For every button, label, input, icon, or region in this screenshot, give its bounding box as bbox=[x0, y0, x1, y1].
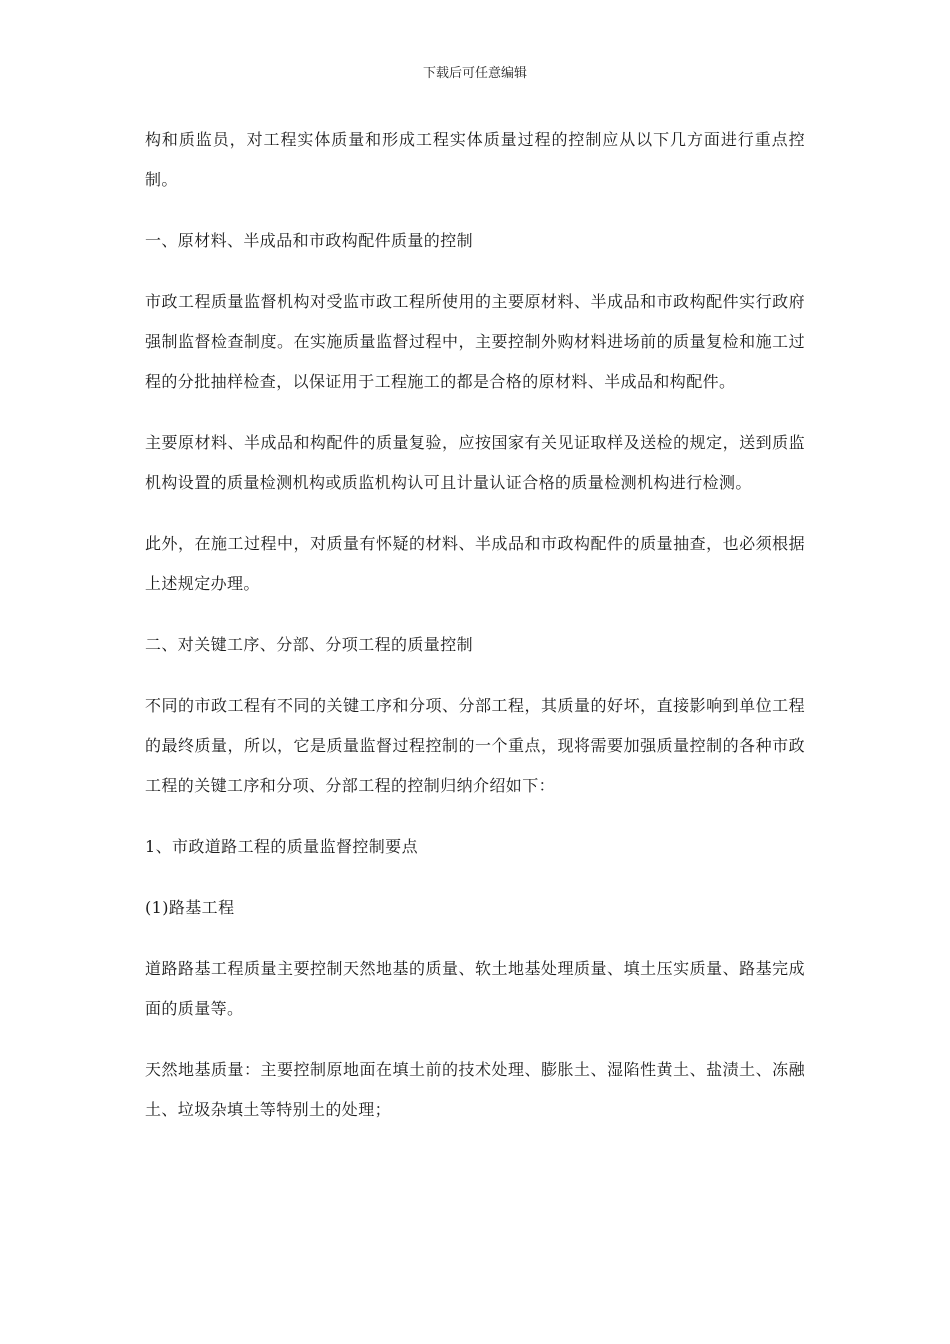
subheading-road-engineering: 1、市政道路工程的质量监督控制要点 bbox=[145, 837, 418, 856]
header-note: 下载后可任意编辑 bbox=[422, 66, 527, 81]
document-body bbox=[145, 120, 805, 1130]
paragraph-intro-continuation: 构和质监员，对工程实体质量和形成工程实体质量过程的控制应从以下几方面进行重点控制。 bbox=[145, 130, 805, 189]
section-heading-key-processes: 二、对关键工序、分部、分项工程的质量控制 bbox=[145, 635, 474, 654]
paragraph-subgrade-quality: 道路路基工程质量主要控制天然地基的质量、软土地基处理质量、填土压实质量、路基完成面的质量等。 bbox=[145, 959, 805, 1018]
paragraph-materials-spot-check: 此外，在施工过程中，对质量有怀疑的材料、半成品和市政构配件的质量抽查，也必须根据上述规定办理。 bbox=[145, 534, 805, 593]
subheading-subgrade: (1)路基工程 bbox=[145, 898, 235, 917]
paragraph-natural-foundation: 天然地基质量：主要控制原地面在填土前的技术处理、膨胀土、湿陷性黄土、盐渍土、冻融土、垃圾杂填土等特别土的处理； bbox=[145, 1060, 805, 1119]
paragraph-materials-supervision: 市政工程质量监督机构对受监市政工程所使用的主要原材料、半成品和市政构配件实行政府强制监督检查制度。在实施质量监督过程中，主要控制外购材料进场前的质量复检和施工过程的分批抽样检查，以保证用于工程施工的都是合格的原材料、半成品和构配件。 bbox=[145, 292, 805, 391]
paragraph-key-processes: 不同的市政工程有不同的关键工序和分项、分部工程，其质量的好坏，直接影响到单位工程的最终质量，所以，它是质量监督过程控制的一个重点，现将需要加强质量控制的各种市政工程的关键工序和分项、分部工程的控制归纳介绍如下： bbox=[145, 696, 805, 795]
paragraph-materials-recheck: 主要原材料、半成品和构配件的质量复验，应按国家有关见证取样及送检的规定，送到质监机构设置的质量检测机构或质监机构认可且计量认证合格的质量检测机构进行检测。 bbox=[145, 433, 805, 492]
section-heading-materials: 一、原材料、半成品和市政构配件质量的控制 bbox=[145, 231, 474, 250]
